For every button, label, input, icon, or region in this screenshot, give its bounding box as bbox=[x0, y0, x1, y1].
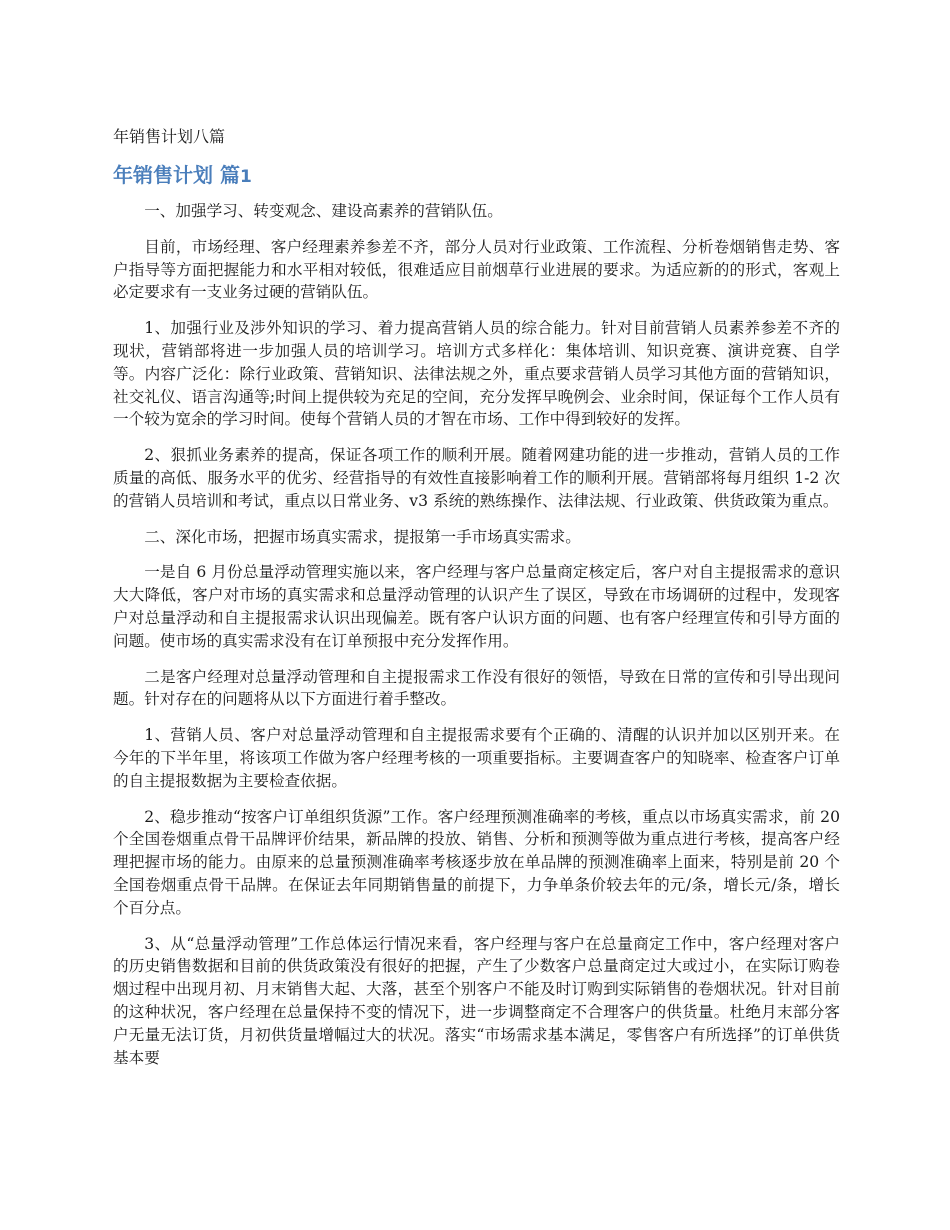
paragraph: 2、狠抓业务素养的提高，保证各项工作的顺利开展。随着网建功能的进一步推动，营销人员的工作质量的高低、服务水平的优劣、经营指导的有效性直接影响着工作的顺利开展。营销部将每月组织 1-2 次的营销人员培训和考试，重点以日常业务、v3 系统的熟练操作、法律法规、行业政策、供货政策为重点。 bbox=[113, 446, 840, 510]
paragraph: 目前，市场经理、客户经理素养参差不齐，部分人员对行业政策、工作流程、分析卷烟销售走势、客户指导等方面把握能力和水平相对较低，很难适应目前烟草行业进展的要求。为适应新的的形式，客观上必定要求有一支业务过硬的营销队伍。 bbox=[113, 237, 840, 302]
paragraph: 3、从“总量浮动管理”工作总体运行情况来看，客户经理与客户在总量商定工作中，客户经理对客户的历史销售数据和目前的供货政策没有很好的把握，产生了少数客户总量商定过大或过小，在实际订购卷烟过程中出现月初、月末销售大起、大落，甚至个别客户不能及时订购到实际销售的卷烟状况。针对目前的这种状况，客户经理在总量保持不变的情况下，进一步调整商定不合理客户的供货量。杜绝月末部分客户无量无法订货，月初供货量增幅过大的状况。落实“市场需求基本满足，零售客户有所选择”的订单供货基本要 bbox=[113, 934, 840, 1067]
paragraph: 二、深化市场，把握市场真实需求，提报第一手市场真实需求。 bbox=[144, 527, 581, 546]
document-page bbox=[113, 126, 840, 1082]
paragraph: 一、加强学习、转变观念、建设高素养的营销队伍。 bbox=[144, 202, 503, 220]
section-heading bbox=[113, 162, 840, 190]
paragraph: 二是客户经理对总量浮动管理和自主提报需求工作没有很好的领悟，导致在日常的宣传和引导出现问题。针对存在的问题将从以下方面进行着手整改。 bbox=[113, 667, 840, 709]
section-heading-number: 1 bbox=[239, 167, 252, 187]
section-heading-text: 年销售计划 篇 bbox=[113, 163, 240, 187]
paragraph: 2、稳步推动“按客户订单组织货源”工作。客户经理预测准确率的考核，重点以市场真实需求，前 20 个全国卷烟重点骨干品牌评价结果，新品牌的投放、销售、分析和预测等做为重点进行考核，提高客户经理把握市场的能力。由原来的总量预测准确率考核逐步放在单品牌的预测准确率上面来，特别是前 20 个全国卷烟重点骨干品牌。在保证去年同期销售量的前提下，力争单条价较去年的元/条，增长元/条，增长个百分点。 bbox=[113, 807, 840, 917]
document-title: 年销售计划八篇 bbox=[113, 127, 226, 146]
paragraph: 1、加强行业及涉外知识的学习、着力提高营销人员的综合能力。针对目前营销人员素养参差不齐的现状，营销部将进一步加强人员的培训学习。培训方式多样化：集体培训、知识竞赛、演讲竞赛、自学等。内容广泛化：除行业政策、营销知识、法律法规之外，重点要求营销人员学习其他方面的营销知识，社交礼仪、语言沟通等;时间上提供较为充足的空间，充分发挥早晚例会、业余时间，保证每个工作人员有一个较为宽余的学习时间。使每个营销人员的才智在市场、工作中得到较好的发挥。 bbox=[113, 319, 840, 429]
paragraph: 一是自 6 月份总量浮动管理实施以来，客户经理与客户总量商定核定后，客户对自主提报需求的意识大大降低，客户对市场的真实需求和总量浮动管理的认识产生了误区，导致在市场调研的过程中，发现客户对总量浮动和自主提报需求认识出现偏差。既有客户认识方面的问题、也有客户经理宣传和引导方面的问题。使市场的真实需求没有在订单预报中充分发挥作用。 bbox=[113, 563, 840, 650]
paragraph: 1、营销人员、客户对总量浮动管理和自主提报需求要有个正确的、清醒的认识并加以区别开来。在今年的下半年里，将该项工作做为客户经理考核的一项重要指标。主要调查客户的知晓率、检查客户订单的自主提报数据为主要检查依据。 bbox=[113, 726, 840, 790]
